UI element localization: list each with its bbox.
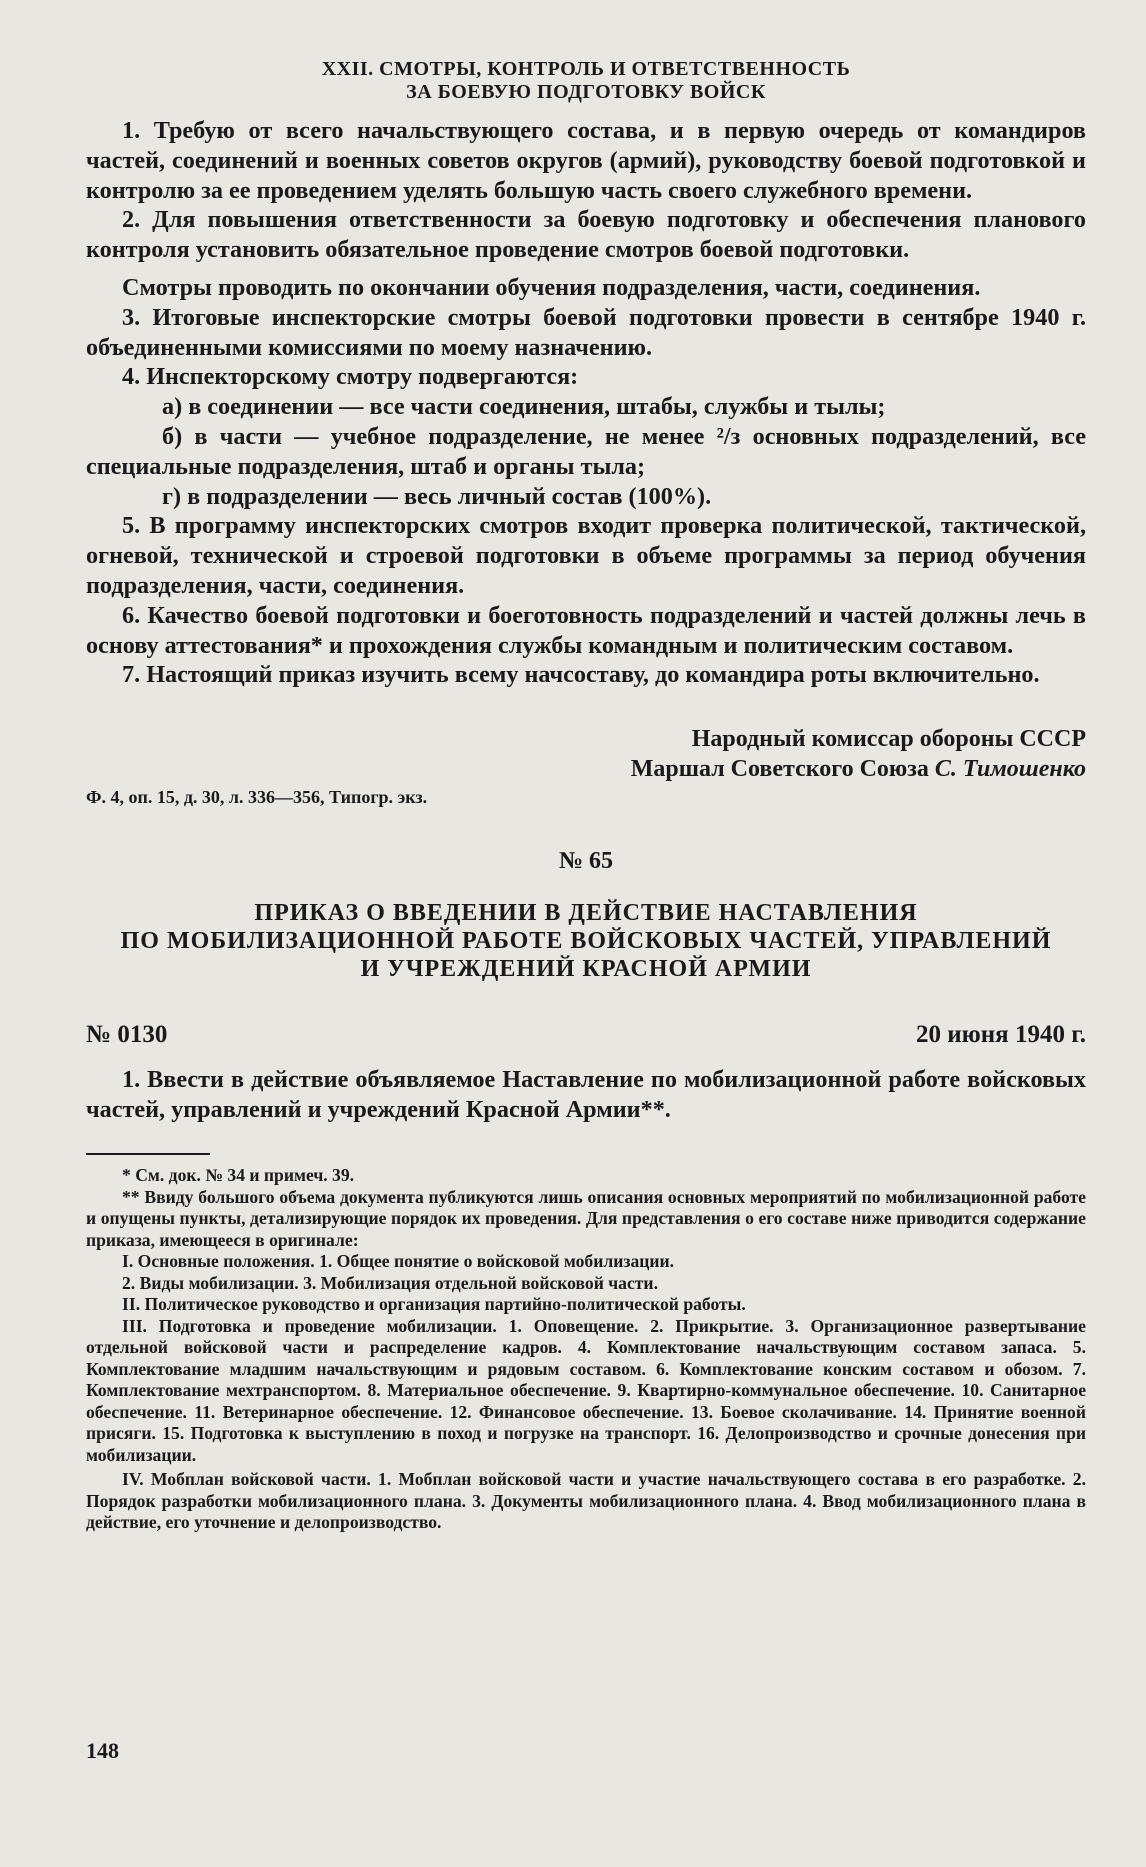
footnote: 2. Виды мобилизации. 3. Мобилизация отдельной войсковой части. (122, 1272, 658, 1293)
footnote: II. Политическое руководство и организация партийно-политической работы. (122, 1294, 746, 1315)
footnote: * См. док. № 34 и примеч. 39. (122, 1165, 355, 1186)
signature-name: С. Тимошенко (934, 756, 1086, 783)
order-title-line: И УЧРЕЖДЕНИЙ КРАСНОЙ АРМИИ (360, 956, 812, 983)
list-item: а) в соединении — все части соединения, штабы, службы и тылы; (162, 393, 886, 421)
footnotes (86, 1165, 1086, 1534)
list-item: г) в подразделении — весь личный состав (100%). (162, 482, 712, 510)
paragraph: 1. Ввести в действие объявляемое Наставление по мобилизационной работе войсковых частей, управлений и учреждений Красной Армии**. (86, 1066, 1086, 1124)
order-title-line: ПО МОБИЛИЗАЦИОННОЙ РАБОТЕ ВОЙСКОВЫХ ЧАСТЕЙ, УПРАВЛЕНИЙ (120, 928, 1052, 955)
paragraph: 6. Качество боевой подготовки и боеготовность подразделений и частей должны лечь в основу аттестования* и прохождения службы командным и политическим составом. (86, 601, 1086, 659)
paragraph: Смотры проводить по окончании обучения подразделения, части, соединения. (122, 273, 981, 301)
signature-rank-text: Маршал Советского Союза (630, 756, 935, 783)
document-number: № 65 (558, 848, 614, 875)
footnote: IV. Мобплан войсковой части. 1. Мобплан войсковой части и участие начальствующего состава в его разработке. 2. Порядок разработки мобилизационного плана. 3. Документы мобилизационного плана. 4. Ввод мобилизационного плана в действие, его уточнение и делопроизводство. (86, 1469, 1086, 1533)
order-title (86, 899, 1086, 983)
main-text (86, 116, 1086, 690)
page-number: 148 (86, 1738, 119, 1763)
footnote: I. Основные положения. 1. Общее понятие о войсковой мобилизации. (122, 1251, 675, 1272)
paragraph: 4. Инспекторскому смотру подвергаются: (122, 363, 579, 391)
order-date: 20 июня 1940 г. (916, 1021, 1086, 1049)
section-title-line: ЗА БОЕВУЮ ПОДГОТОВКУ ВОЙСК (406, 81, 766, 103)
section-title-line: XXII. СМОТРЫ, КОНТРОЛЬ И ОТВЕТСТВЕННОСТЬ (321, 58, 851, 80)
list-item: б) в части — учебное подразделение, не менее ²/з основных подразделений, все специальные подразделения, штаб и органы тыла; (86, 422, 1086, 480)
footnote: ** Ввиду большого объема документа публикуются лишь описания основных мероприятий по мобилизационной работе и опущены пункты, детализирующие порядок их проведения. Для представления о его составе ниже приводится содержание приказа, имеющееся в оригинале: (86, 1186, 1086, 1250)
paragraph: 2. Для повышения ответственности за боевую подготовку и обеспечения планового контроля установить обязательное проведение смотров боевой подготовки. (86, 206, 1086, 264)
paragraph: 5. В программу инспекторских смотров входит проверка политической, тактической, огневой, технической и строевой подготовки в объеме программы за период обучения подразделения, части, соединения. (86, 512, 1086, 599)
footnote: III. Подготовка и проведение мобилизации. 1. Оповещение. 2. Прикрытие. 3. Организационное развертывание отдельной войсковой части и распределение кадров. 4. Комплектование начальствующим составом запаса. 5. Комплектование младшим начальствующим и рядовым составом. 6. Комплектование конским составом и обозом. 7. Комплектование мехтранспортом. 8. Материальное обеспечение. 9. Квартирно-коммунальное обеспечение. 10. Санитарное обеспечение. 11. Ветеринарное обеспечение. 12. Финансовое обеспечение. 13. Боевое сколачивание. 14. Принятие военной присяги. 15. Подготовка к выступлению в поход и погрузке на транспорт. 16. Делопроизводство и срочные донесения при мобилизации. (86, 1315, 1086, 1465)
paragraph: 3. Итоговые инспекторские смотры боевой подготовки провести в сентябре 1940 г. объединенными комиссиями по моему назначению. (86, 303, 1086, 361)
signature-rank (86, 754, 1086, 784)
signature-title: Народный комиссар обороны СССР (691, 726, 1086, 753)
order-meta (86, 1021, 1086, 1049)
order-title-line: ПРИКАЗ О ВВЕДЕНИИ В ДЕЙСТВИЕ НАСТАВЛЕНИЯ (254, 900, 918, 927)
signature-block (86, 724, 1086, 784)
section-title (86, 58, 1086, 104)
archive-reference: Ф. 4, оп. 15, д. 30, л. 336—356, Типогр. экз. (86, 787, 428, 808)
paragraph: 7. Настоящий приказ изучить всему начсоставу, до командира роты включительно. (122, 661, 1040, 689)
paragraph: 1. Требую от всего начальствующего состава, и в первую очередь от командиров частей, соединений и военных советов округов (армий), руководству боевой подготовкой и контролю за ее проведением уделять большую часть своего служебного времени. (86, 117, 1086, 204)
footnote-divider (86, 1153, 210, 1155)
order-number: № 0130 (86, 1021, 168, 1049)
order-body (86, 1065, 1086, 1125)
